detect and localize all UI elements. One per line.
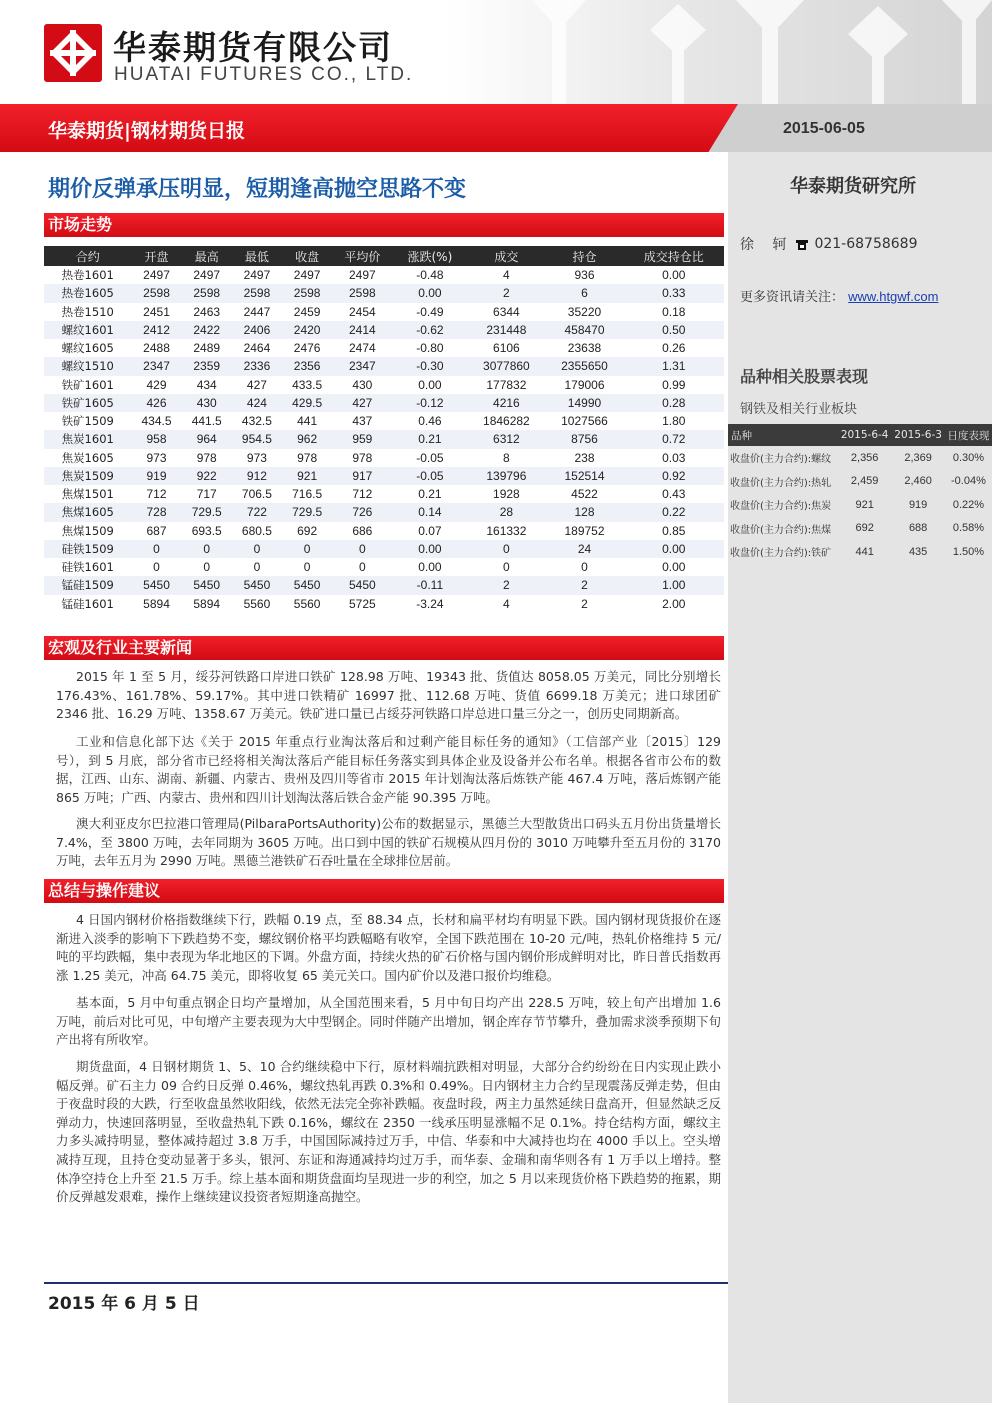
value-cell: 959 <box>332 430 392 448</box>
value-cell: 1846282 <box>483 414 530 429</box>
section-market: 市场走势 <box>44 213 724 237</box>
value-cell: 2497 <box>193 268 221 283</box>
value-cell: 728 <box>131 503 181 521</box>
stock-value-cell: 921 <box>855 498 874 511</box>
value-cell: 917 <box>332 467 392 485</box>
stocks-table <box>728 424 992 564</box>
value-cell: 0.33 <box>624 284 724 302</box>
value-cell: 0.85 <box>662 523 686 538</box>
value-cell: 14990 <box>545 394 623 412</box>
value-cell: 712 <box>352 487 373 502</box>
value-cell: 0.18 <box>662 304 686 319</box>
value-cell: 729.5 <box>182 503 232 521</box>
value-cell: 978 <box>297 450 318 465</box>
value-cell: 0.46 <box>418 414 442 429</box>
table-row <box>44 503 724 521</box>
value-cell: 1027566 <box>561 414 608 429</box>
more-info-label: 更多资讯请关注： <box>740 290 845 305</box>
value-cell: 2474 <box>348 341 376 356</box>
value-cell: 430 <box>352 377 373 392</box>
stock-value-cell: 2,459 <box>850 475 879 488</box>
value-cell: -0.80 <box>416 341 444 356</box>
value-cell: 0 <box>332 540 392 558</box>
stock-row <box>728 446 992 470</box>
value-cell: 2355650 <box>545 357 623 375</box>
value-cell: 958 <box>131 430 181 448</box>
value-cell: 139796 <box>467 467 545 485</box>
huatai-logo-icon <box>44 24 102 82</box>
value-cell: 424 <box>232 394 282 412</box>
market-header-cell: 收盘 <box>282 246 332 266</box>
value-cell: 5560 <box>293 596 321 611</box>
stock-value-cell: -0.04% <box>951 475 986 488</box>
stock-value-cell: 919 <box>908 498 928 511</box>
table-row <box>44 576 724 594</box>
table-row <box>44 303 724 321</box>
stock-value-cell: 441 <box>855 545 874 558</box>
value-cell: 6344 <box>493 304 520 319</box>
value-cell: 0.03 <box>662 450 686 465</box>
stock-row <box>728 540 992 564</box>
stocks-header-cell: 品种 <box>728 424 838 446</box>
value-cell: 427 <box>246 377 267 392</box>
contract-cell: 硅铁1601 <box>61 560 114 575</box>
stock-name-cell: 收盘价(主力合约):焦煤 <box>730 524 832 536</box>
value-cell: -0.30 <box>392 357 467 375</box>
value-cell: 2451 <box>143 304 170 319</box>
value-cell: 2476 <box>293 341 321 356</box>
value-cell: 936 <box>574 268 595 283</box>
stock-value-cell: 0.30% <box>952 451 985 464</box>
value-cell: 0.99 <box>662 377 686 392</box>
value-cell: 2497 <box>348 268 376 283</box>
stock-name-cell: 收盘价(主力合约):铁矿 <box>730 548 832 560</box>
table-row <box>44 485 724 503</box>
value-cell: 978 <box>352 450 373 465</box>
market-header-cell: 开盘 <box>131 246 181 266</box>
value-cell: 0.22 <box>624 503 724 521</box>
value-cell: 441.5 <box>191 414 222 429</box>
footer-divider <box>44 1282 728 1284</box>
section-summary: 总结与操作建议 <box>44 879 724 903</box>
stock-value-cell: 2,369 <box>904 451 932 464</box>
contract-cell: 焦炭1605 <box>61 450 114 465</box>
value-cell: 0.07 <box>418 523 442 538</box>
page-header <box>0 0 992 104</box>
stocks-title: 品种相关股票表现 <box>740 367 869 386</box>
value-cell: 177832 <box>486 377 527 392</box>
value-cell: 427 <box>332 394 392 412</box>
table-row <box>44 540 724 558</box>
value-cell: 2598 <box>332 284 392 302</box>
value-cell: 2 <box>545 576 623 594</box>
analyst-name: 徐 轲 <box>740 237 787 253</box>
value-cell: 5894 <box>193 596 221 611</box>
value-cell: 189752 <box>564 523 605 538</box>
value-cell: -0.49 <box>416 304 444 319</box>
value-cell: 0.21 <box>392 430 467 448</box>
value-cell: 973 <box>146 450 167 465</box>
value-cell: 5450 <box>282 576 332 594</box>
stock-row <box>728 493 992 517</box>
stocks-header-cell: 2015-6-3 <box>891 424 944 446</box>
market-table <box>44 246 724 613</box>
table-row <box>44 558 724 576</box>
contract-cell: 螺纹1601 <box>44 321 131 339</box>
value-cell: 5560 <box>243 596 271 611</box>
value-cell: 2412 <box>131 321 181 339</box>
value-cell: 161332 <box>486 523 527 538</box>
market-header-cell: 平均价 <box>332 246 392 266</box>
value-cell: 0.00 <box>418 560 442 575</box>
contract-cell: 热卷1601 <box>61 268 114 283</box>
value-cell: 686 <box>352 523 373 538</box>
value-cell: 3077860 <box>467 357 545 375</box>
value-cell: 0 <box>131 540 181 558</box>
value-cell: 441 <box>297 414 318 429</box>
news-paragraph: 2015 年 1 至 5 月，绥芬河铁路口岸进口铁矿 128.98 万吨、19343 批、货值达 8058.05 万美元，同比分别增长 176.43%、161.78%、59.17%。其中进口铁精矿 16997 批、112.68 万吨、货值 6699.18 万美元；进口球团矿 2346 批、16.29 万吨、1358.67 万美元。铁矿进口量已占绥芬河铁路口岸总进口量三分之一，创历史同期新高。 <box>56 669 721 722</box>
value-cell: 6 <box>545 284 623 302</box>
value-cell: 2497 <box>143 268 170 283</box>
market-header-row <box>44 246 724 266</box>
value-cell: 978 <box>196 450 217 465</box>
value-cell: 0 <box>232 540 282 558</box>
value-cell: 716.5 <box>292 487 323 502</box>
value-cell: 2347 <box>332 357 392 375</box>
value-cell: 128 <box>545 503 623 521</box>
analyst-contact <box>740 234 917 254</box>
contract-cell: 焦煤1605 <box>44 503 131 521</box>
value-cell: 2464 <box>243 341 271 356</box>
market-header-cell: 涨跌(%) <box>392 246 467 266</box>
value-cell: 2347 <box>131 357 181 375</box>
value-cell: 24 <box>545 540 623 558</box>
value-cell: 238 <box>574 450 595 465</box>
value-cell: 231448 <box>467 321 545 339</box>
stocks-subtitle: 钢铁及相关行业板块 <box>740 402 858 417</box>
footer-date: 2015 年 6 月 5 日 <box>48 1294 200 1314</box>
value-cell: 5450 <box>131 576 181 594</box>
brand-name-cn: 华泰期货有限公司 <box>113 28 393 67</box>
market-header-cell: 持仓 <box>545 246 623 266</box>
stocks-header-row <box>728 424 992 446</box>
contract-cell: 螺纹1510 <box>44 357 131 375</box>
value-cell: 28 <box>467 503 545 521</box>
stock-name-cell: 收盘价(主力合约):热轧 <box>730 477 832 489</box>
value-cell: 0.21 <box>418 487 442 502</box>
analyst-phone: 021-68758689 <box>814 236 918 252</box>
value-cell: 729.5 <box>282 503 332 521</box>
value-cell: 2.00 <box>662 596 686 611</box>
value-cell: 2 <box>467 576 545 594</box>
stock-value-cell: 2,356 <box>850 451 879 464</box>
value-cell: 2406 <box>232 321 282 339</box>
value-cell: 1.00 <box>624 576 724 594</box>
value-cell: 2598 <box>232 284 282 302</box>
stock-row <box>728 517 992 541</box>
stock-value-cell: 435 <box>908 545 928 558</box>
value-cell: 6312 <box>467 430 545 448</box>
value-cell: 4 <box>503 268 510 283</box>
value-cell: 0 <box>303 560 311 575</box>
headline: 期价反弹承压明显，短期逢高抛空思路不变 <box>48 177 467 202</box>
value-cell: -0.12 <box>392 394 467 412</box>
value-cell: 919 <box>131 467 181 485</box>
value-cell: 2497 <box>243 268 271 283</box>
table-row <box>44 394 724 412</box>
value-cell: 179006 <box>564 377 605 392</box>
value-cell: 706.5 <box>241 487 272 502</box>
value-cell: 5450 <box>182 576 232 594</box>
value-cell: 0 <box>503 560 510 575</box>
value-cell: 2 <box>467 284 545 302</box>
news-paragraph: 工业和信息化部下达《关于 2015 年重点行业淘汰落后和过剩产能目标任务的通知》（工信部产业〔2015〕129 号），到 5 月底，部分省市已经将相关淘汰落后产能目标任务落实到具体企业及设备并公布名单。根据各省市公布的数据，江西、山东、湖南、新疆、内蒙古、贵州及四川等省市 2015 年计划淘汰落后炼铁产能 467.4 万吨，落后炼钢产能 865 万吨；广西、内蒙古、贵州和四川计划淘汰落后铁合金产能 90.395 万吨。 <box>56 734 721 805</box>
stock-value-cell: 0.22% <box>952 498 985 511</box>
table-row <box>44 339 724 357</box>
value-cell: 964 <box>182 430 232 448</box>
stock-value-cell: 1.50% <box>952 545 985 558</box>
table-row <box>44 430 724 448</box>
value-cell: 5450 <box>332 576 392 594</box>
summary-paragraph: 基本面，5 月中旬重点钢企日均产量增加，从全国范围来看，5 月中旬日均产出 228.5 万吨，较上旬产出增加 1.6 万吨，前后对比可见，中旬增产主要表现为大中型钢企。同时伴随产出增加，钢企库存节节攀升，叠加需求淡季预期下旬产出将有所收窄。 <box>56 995 721 1048</box>
value-cell: 429.5 <box>282 394 332 412</box>
news-paragraph: 澳大利亚皮尔巴拉港口管理局(PilbaraPortsAuthority)公布的数据显示，黑德兰大型散货出口码头五月份出货量增长 7.4%，至 3800 万吨，去年同期为 3605 万吨。出口到中国的铁矿石规模从四月份的 3010 万吨攀升至五月份的 3170 万吨，去年五月为 2990 万吨。黑德兰港铁矿石吞吐量在全球排位居前。 <box>56 816 721 869</box>
stocks-header-cell: 2015-6-4 <box>838 424 891 446</box>
sidebar-org: 华泰期货研究所 <box>790 176 916 197</box>
value-cell: 0 <box>581 560 588 575</box>
table-row <box>44 376 724 394</box>
value-cell: 687 <box>146 523 167 538</box>
stock-name-cell: 收盘价(主力合约):焦炭 <box>730 501 832 513</box>
value-cell: 35220 <box>567 304 602 319</box>
stock-row <box>728 470 992 494</box>
value-cell: 712 <box>146 487 167 502</box>
table-row <box>44 467 724 485</box>
stock-value-cell: 2,460 <box>904 475 932 488</box>
value-cell: 0.14 <box>392 503 467 521</box>
value-cell: 2 <box>581 596 588 611</box>
contract-cell: 硅铁1509 <box>44 540 131 558</box>
value-cell: -0.05 <box>416 450 444 465</box>
value-cell: 4 <box>503 596 510 611</box>
value-cell: 2454 <box>348 304 376 319</box>
value-cell: 2422 <box>182 321 232 339</box>
value-cell: 1.80 <box>662 414 686 429</box>
contract-cell: 热卷1510 <box>61 304 114 319</box>
value-cell: 2598 <box>131 284 181 302</box>
value-cell: 2489 <box>193 341 221 356</box>
value-cell: 433.5 <box>292 377 323 392</box>
value-cell: 0.72 <box>624 430 724 448</box>
market-header-cell: 成交持仓比 <box>624 246 724 266</box>
value-cell: 0 <box>203 560 211 575</box>
value-cell: -3.24 <box>416 596 444 611</box>
value-cell: 8 <box>503 450 510 465</box>
stock-value-cell: 692 <box>855 522 874 535</box>
value-cell: 2447 <box>243 304 271 319</box>
value-cell: 921 <box>282 467 332 485</box>
contract-cell: 铁矿1601 <box>61 377 114 392</box>
value-cell: 1.31 <box>624 357 724 375</box>
value-cell: 0 <box>182 540 232 558</box>
contract-cell: 焦炭1509 <box>44 467 131 485</box>
value-cell: 693.5 <box>191 523 222 538</box>
brand-name-en: HUATAI FUTURES CO., LTD. <box>114 64 414 85</box>
value-cell: -0.05 <box>392 467 467 485</box>
stock-name-cell: 收盘价(主力合约):螺纹 <box>730 454 832 466</box>
market-header-cell: 最低 <box>232 246 282 266</box>
value-cell: 5725 <box>348 596 376 611</box>
phone-icon <box>796 238 808 250</box>
value-cell: 0.50 <box>624 321 724 339</box>
value-cell: 6106 <box>493 341 520 356</box>
contract-cell: 锰硅1509 <box>44 576 131 594</box>
contract-cell: 焦炭1601 <box>44 430 131 448</box>
header-decoration <box>522 0 992 104</box>
value-cell: 430 <box>182 394 232 412</box>
value-cell: 0.00 <box>662 560 686 575</box>
value-cell: 0.00 <box>418 377 442 392</box>
website-link[interactable]: www.htgwf.com <box>848 289 939 304</box>
value-cell: 962 <box>282 430 332 448</box>
stock-value-cell: 0.58% <box>952 522 985 535</box>
summary-paragraph: 4 日国内钢材价格指数继续下行，跌幅 0.19 点，至 88.34 点，长材和扁平材均有明显下跌。国内钢材现货报价在逐渐进入淡季的影响下下跌趋势不变，螺纹钢价格平均跌幅略有收窄，全国下跌范围在 10-20 元/吨，热轧价格维持 5 元/吨的平均跌幅，集中表现为华北地区的下调。外盘方面，持续火热的矿石价格与国内钢价形成鲜明对比，昨日普氏指数再涨 1.25 美元，冲高 64.75 美元，即将收复 65 美元关口。国内矿价以及港口报价均维稳。 <box>56 912 721 983</box>
contract-cell: 锰硅1601 <box>61 596 114 611</box>
value-cell: -0.62 <box>392 321 467 339</box>
value-cell: 0 <box>467 540 545 558</box>
value-cell: 0.43 <box>662 487 686 502</box>
table-row <box>44 357 724 375</box>
value-cell: 437 <box>352 414 373 429</box>
value-cell: 0.92 <box>624 467 724 485</box>
value-cell: 680.5 <box>241 523 272 538</box>
value-cell: -0.48 <box>416 268 444 283</box>
section-news: 宏观及行业主要新闻 <box>44 636 724 660</box>
report-title: 华泰期货|钢材期货日报 <box>48 120 245 142</box>
table-row <box>44 321 724 339</box>
value-cell: 0 <box>253 560 261 575</box>
value-cell: 429 <box>146 377 167 392</box>
value-cell: 2598 <box>182 284 232 302</box>
market-header-cell: 合约 <box>44 246 131 266</box>
value-cell: 973 <box>246 450 267 465</box>
value-cell: 0 <box>282 540 332 558</box>
table-row <box>44 284 724 302</box>
contract-cell: 焦煤1509 <box>61 523 114 538</box>
value-cell: 458470 <box>545 321 623 339</box>
value-cell: 426 <box>131 394 181 412</box>
value-cell: 692 <box>297 523 318 538</box>
value-cell: 2488 <box>143 341 170 356</box>
value-cell: 5450 <box>232 576 282 594</box>
table-row <box>44 449 724 467</box>
value-cell: 0.28 <box>624 394 724 412</box>
value-cell: 0 <box>359 560 366 575</box>
market-header-cell: 最高 <box>182 246 232 266</box>
report-date: 2015-06-05 <box>783 120 865 137</box>
value-cell: 4216 <box>467 394 545 412</box>
value-cell: 0 <box>153 560 160 575</box>
value-cell: 2497 <box>293 268 321 283</box>
value-cell: 434.5 <box>141 414 172 429</box>
value-cell: 23638 <box>567 341 602 356</box>
sidebar <box>728 152 992 1403</box>
stocks-header-cell: 日度表现 <box>945 424 992 446</box>
value-cell: 2463 <box>193 304 221 319</box>
value-cell: 432.5 <box>241 414 272 429</box>
value-cell: 912 <box>232 467 282 485</box>
value-cell: 922 <box>182 467 232 485</box>
value-cell: 8756 <box>545 430 623 448</box>
value-cell: 722 <box>232 503 282 521</box>
value-cell: 717 <box>196 487 217 502</box>
value-cell: 2459 <box>293 304 321 319</box>
table-row <box>44 266 724 284</box>
value-cell: 1928 <box>493 487 520 502</box>
value-cell: 2420 <box>282 321 332 339</box>
value-cell: 434 <box>196 377 217 392</box>
table-row <box>44 595 724 613</box>
contract-cell: 焦煤1501 <box>61 487 114 502</box>
value-cell: 0.00 <box>662 268 686 283</box>
contract-cell: 铁矿1509 <box>61 414 114 429</box>
value-cell: 4522 <box>571 487 598 502</box>
value-cell: 2598 <box>282 284 332 302</box>
value-cell: 152514 <box>545 467 623 485</box>
value-cell: 0.00 <box>392 540 467 558</box>
value-cell: 726 <box>332 503 392 521</box>
more-info <box>740 286 938 305</box>
contract-cell: 螺纹1605 <box>61 341 114 356</box>
value-cell: 0.00 <box>392 284 467 302</box>
value-cell: 954.5 <box>232 430 282 448</box>
value-cell: 2336 <box>232 357 282 375</box>
summary-paragraph: 期货盘面，4 日钢材期货 1、5、10 合约继续稳中下行，原材料端抗跌相对明显，大部分合约纷纷在日内实现止跌小幅反弹。矿石主力 09 合约日反弹 0.46%，螺纹热轧再跌 0.3%和 0.49%。日内钢材主力合约呈现震荡反弹走势，但由于夜盘时段的大跌，行至收盘虽然收阳线，依然无法完全弥补跌幅。夜盘时段，两主力虽然延续日盘高开，但显然缺乏反弹动力，快速回落明显，至收盘热轧下跌 0.16%，螺纹在 2350 一线承压明显涨幅不足 0.1%。持仓结构方面，螺纹主力多头减持明显，整体减持超过 3.8 万手，中国国际减持过万手，中信、华泰和中大减持也均在 4000 手以上。空头增减持互现，且持仓变动显著于多头，银河、东证和海通减持均过万手，而华泰、金瑞和南华则各有 1 万手以上增持。整体净空持仓上升至 21.5 万手。综上基本面和期货盘面均呈现进一步的利空，加之 5 月以来现货价格下跌趋势的拖累，期价反弹越发艰难，操作上继续建议投资者短期逢高抛空。 <box>56 1059 721 1205</box>
value-cell: 0.26 <box>662 341 686 356</box>
value-cell: 2414 <box>332 321 392 339</box>
table-row <box>44 412 724 430</box>
value-cell: 5894 <box>143 596 170 611</box>
table-row <box>44 522 724 540</box>
contract-cell: 热卷1605 <box>44 284 131 302</box>
value-cell: 2359 <box>182 357 232 375</box>
value-cell: -0.11 <box>392 576 467 594</box>
value-cell: 0.00 <box>624 540 724 558</box>
market-header-cell: 成交 <box>467 246 545 266</box>
contract-cell: 铁矿1605 <box>44 394 131 412</box>
stock-value-cell: 688 <box>908 522 928 535</box>
value-cell: 2356 <box>282 357 332 375</box>
